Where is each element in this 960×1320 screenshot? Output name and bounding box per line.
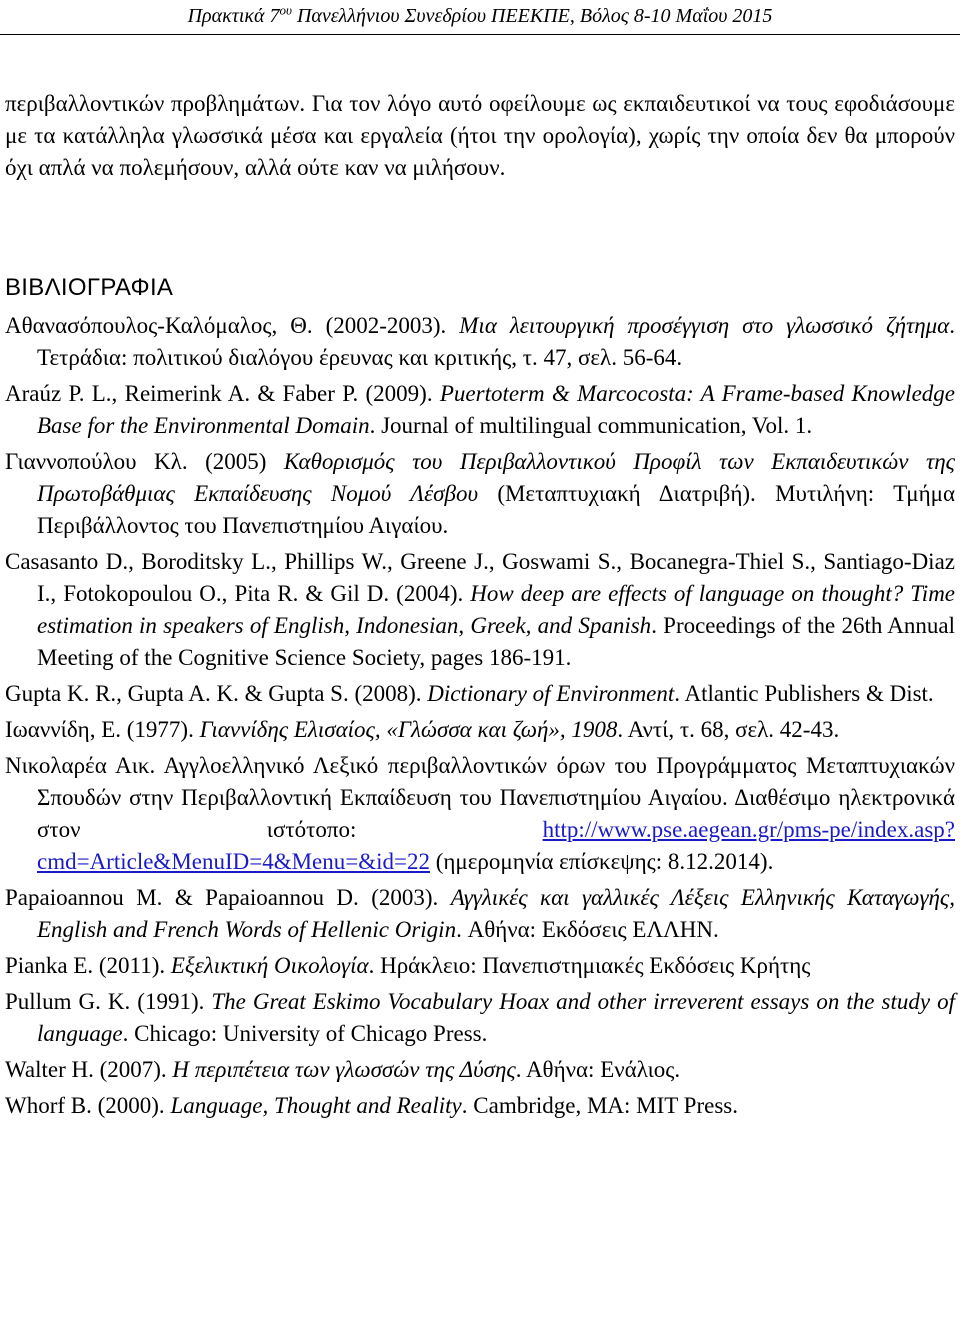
reference-item [5,546,955,674]
header-superscript: ου [279,2,292,18]
header-divider [0,34,960,35]
reference-source: . Ηράκλειο: Πανεπιστημιακές Εκδόσεις Κρήτης [368,953,811,978]
reference-text: Gupta K. R., Gupta A. K. & Gupta S. (2008). [5,681,428,706]
reference-item [5,950,955,982]
reference-item [5,310,955,374]
reference-source: . Proceedings of the 26th Annual Meeting of the Cognitive Science Society, pages 186-191. [37,613,955,670]
reference-source: . Journal of multilingual communication, Vol. 1. [369,413,813,438]
intro-paragraph: περιβαλλοντικών προβλημάτων. Για τον λόγο αυτό οφείλουμε ως εκπαιδευτικοί να τους εφοδιάσουμε με τα κατάλληλα γλωσσικά μέσα και εργαλεία (ήτοι την ορολογία), χωρίς την οποία δεν θα μπορούν όχι απλά να πολεμήσουν, αλλά ούτε καν να μιλήσουν. [5,91,955,180]
reference-text: Αθανασόπουλος-Καλόμαλος, Θ. (2002-2003). [5,313,460,338]
reference-text: Walter H. (2007). [5,1057,173,1082]
reference-title: Dictionary of Environment [427,681,675,706]
reference-item [5,446,955,542]
reference-item [5,1090,955,1122]
reference-text: Pullum G. K. (1991). [5,989,212,1014]
reference-item [5,882,955,946]
reference-title: Γιαννίδης Ελισαίος, «Γλώσσα και ζωή», 1908 [199,717,618,742]
reference-source: . Atlantic Publishers & Dist. [674,681,934,706]
reference-text: Araúz P. L., Reimerink A. & Faber P. (2009). [5,381,440,406]
reference-source: . Τετράδια: πολιτικού διαλόγου έρευνας και κριτικής, τ. 47, σελ. 56-64. [37,313,955,370]
reference-item [5,714,955,746]
reference-item [5,1054,955,1086]
reference-title: Μια λειτουργική προσέγγιση στο γλωσσικό ζήτημα [459,313,950,338]
header-prefix: Πρακτικά 7 [187,5,280,27]
section-title: ΒΙΒΛΙΟΓΡΑΦΙΑ [5,274,174,301]
reference-item [5,750,955,878]
reference-title: Εξελικτική Οικολογία [170,953,369,978]
reference-item [5,678,955,710]
reference-link[interactable]: http://www.pse.aegean.gr/pms-pe/index.asp?cmd=Article&MenuID=4&Menu=&id=22 [37,817,955,874]
reference-text: Ιωαννίδη, Ε. (1977). [5,717,200,742]
header-suffix: Πανελλήνιου Συνεδρίου ΠΕΕΚΠΕ, Βόλος 8-10 Μαΐου 2015 [291,5,773,27]
running-header [0,4,960,28]
reference-source: . Cambridge, MA: MIT Press. [461,1093,738,1118]
reference-item [5,986,955,1050]
reference-text: Casasanto D., Boroditsky L., Phillips W., Greene J., Goswami S., Bocanegra-Thiel S., Santiago-Diaz I., Fotokopoulou O., Pita R. & Gil D. (2004). [5,549,955,606]
reference-text: Whorf B. (2000). [5,1093,171,1118]
reference-title: How deep are effects of language on thought? Time estimation in speakers of English, Indonesian, Greek, and Spanish [37,581,956,638]
reference-title: Language, Thought and Reality [170,1093,462,1118]
reference-text: Γιαννοπούλου Κλ. (2005) [5,449,284,474]
reference-title: Καθορισμός του Περιβαλλοντικού Προφίλ των Εκπαιδευτικών της Πρωτοβάθμιας Εκπαίδευσης Νομού Λέσβου [37,449,955,506]
reference-source: . Αθήνα: Εκδόσεις ΕΛΛΗΝ. [456,917,719,942]
reference-source: . Αντί, τ. 68, σελ. 42-43. [617,717,840,742]
reference-title: Η περιπέτεια των γλωσσών της Δύσης [172,1057,516,1082]
reference-title: The Great Eskimo Vocabulary Hoax and other irreverent essays on the study of language [37,989,955,1046]
reference-item [5,378,955,442]
reference-title: Puertoterm & Marcocosta: A Frame-based Knowledge Base for the Environmental Domain [37,381,955,438]
reference-source: . Αθήνα: Ενάλιος. [515,1057,681,1082]
reference-source: (Μεταπτυχιακή Διατριβή). Μυτιλήνη: Τμήμα Περιβάλλοντος του Πανεπιστημίου Αιγαίου. [37,481,955,538]
reference-title: Αγγλικές και γαλλικές Λέξεις Ελληνικής Καταγωγής, English and French Words of Hellenic Origin [37,885,955,942]
reference-source: . Chicago: University of Chicago Press. [122,1021,488,1046]
reference-list [5,310,955,1122]
reference-text: Papaioannou M. & Papaioannou D. (2003). [5,885,451,910]
reference-source: (ημερομηνία επίσκεψης: 8.12.2014). [430,849,774,874]
reference-text: Pianka E. (2011). [5,953,171,978]
reference-text: Νικολαρέα Αικ. Αγγλοελληνικό Λεξικό περιβαλλοντικών όρων του Προγράμματος Μεταπτυχιακών Σπουδών στην Περιβαλλοντική Εκπαίδευση του Πανεπιστημίου Αιγαίου. Διαθέσιμο ηλεκτρονικά στον ιστότοπο: [5,753,955,842]
